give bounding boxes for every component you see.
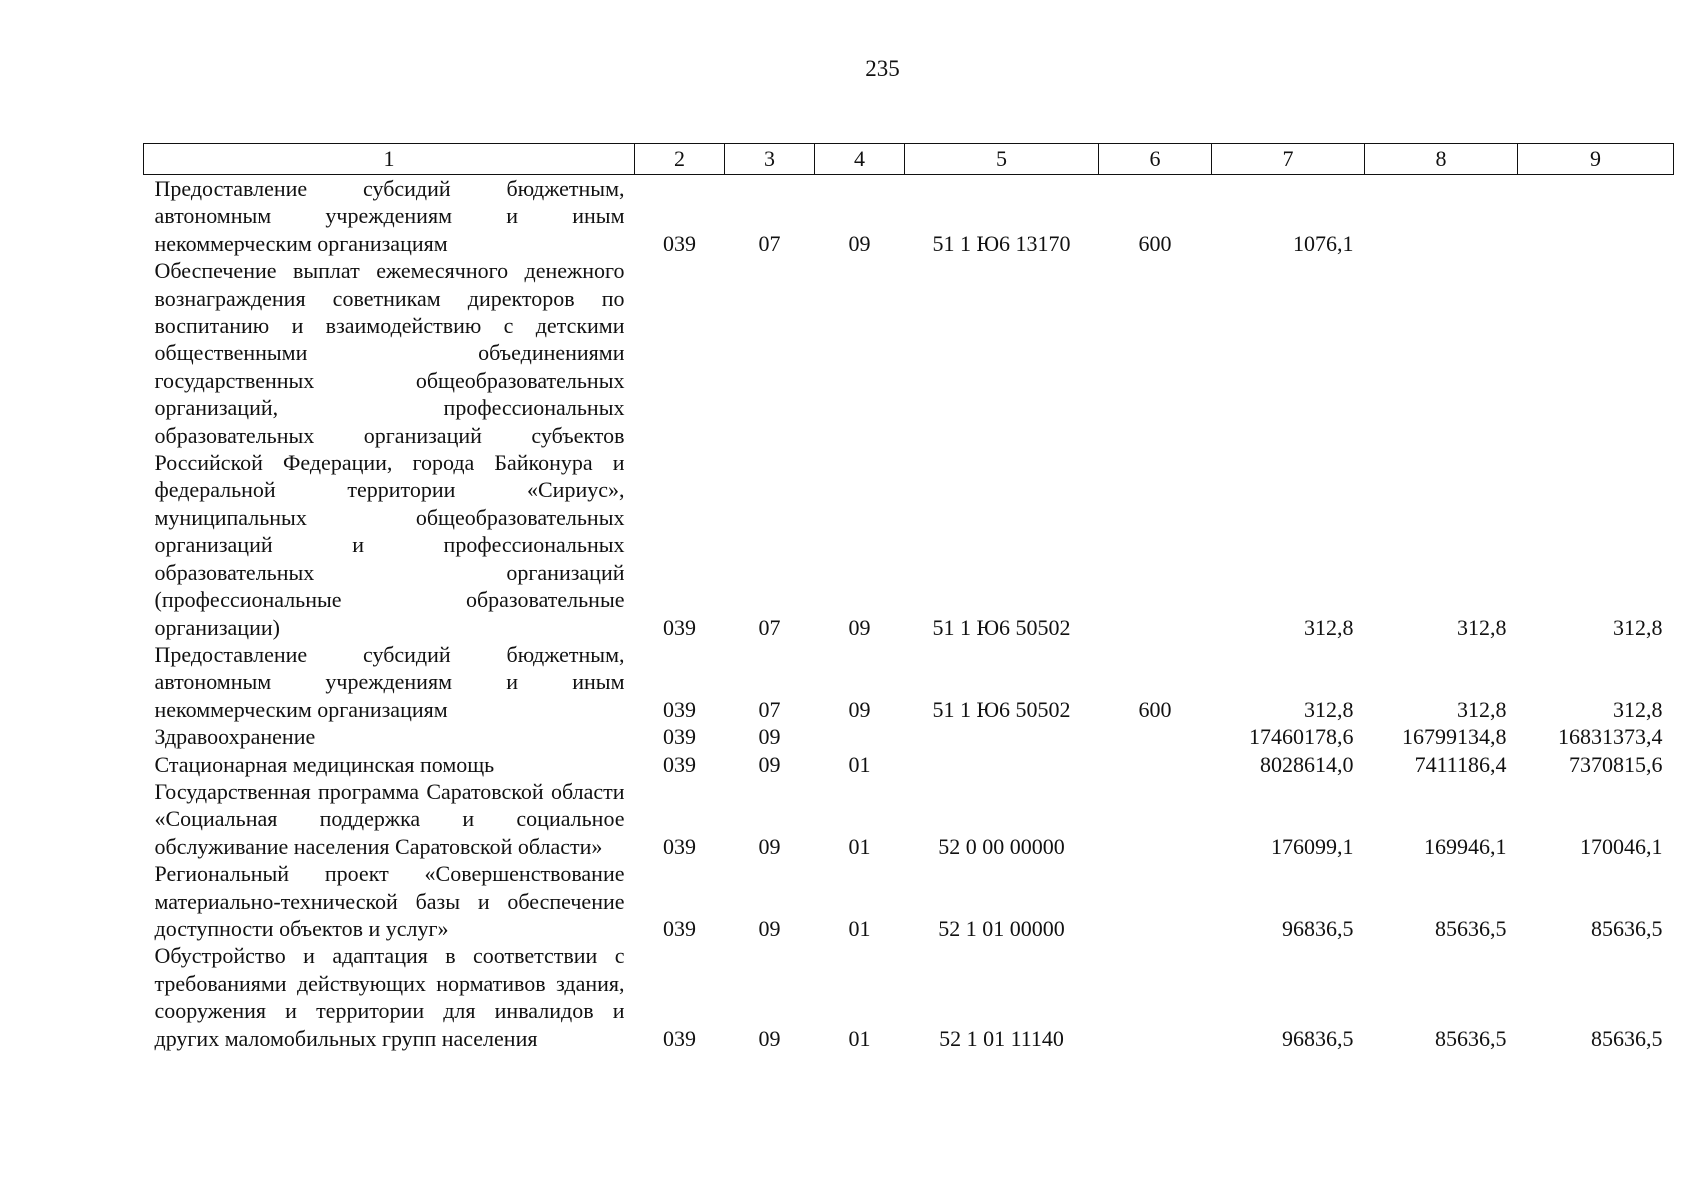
row-target-article: 51 1 Ю6 13170	[932, 230, 1071, 256]
row-name: Предоставление субсидий бюджетным, автономным учреждениям и иным некоммерческим организациям	[154, 641, 625, 722]
row-expense-type	[1099, 860, 1212, 942]
row-subsection-code	[815, 723, 905, 750]
row-target-article: 52 1 01 11140	[939, 1025, 1064, 1051]
column-header-3: 3	[725, 144, 815, 175]
row-amount-9: 85636,5	[1591, 915, 1663, 941]
row-ministry-code: 039	[663, 614, 696, 640]
row-expense-type	[1099, 942, 1212, 1052]
row-name: Обеспечение выплат ежемесячного денежного вознаграждения советникам директоров по воспитанию и взаимодействию с детскими общественными объединениями государственных общеобразовательных организаций, профессиональных образовательных организаций субъектов Российской Федерации, города Байконура и федеральной территории «Сириус», муниципальных общеобразовательных организаций и профессиональных образовательных организаций (профессиональные образовательные организации)	[154, 258, 625, 640]
row-expense-type	[1099, 751, 1212, 778]
row-amount-8	[1365, 175, 1518, 258]
row-target-article: 52 1 01 00000	[938, 915, 1065, 941]
row-amount-7: 176099,1	[1271, 833, 1354, 859]
budget-table	[143, 143, 1674, 1052]
row-subsection-code: 01	[848, 1025, 871, 1051]
row-ministry-code: 039	[663, 230, 696, 256]
row-section-code: 09	[758, 724, 781, 750]
row-amount-9: 16831373,4	[1558, 724, 1663, 750]
row-subsection-code: 01	[848, 915, 871, 941]
table-header-row	[144, 144, 1674, 175]
row-amount-9: 312,8	[1613, 614, 1663, 640]
table-row	[144, 860, 1674, 942]
row-amount-8: 85636,5	[1435, 1025, 1507, 1051]
row-expense-type	[1099, 257, 1212, 641]
row-expense-type	[1099, 778, 1212, 860]
row-amount-7: 96836,5	[1282, 915, 1354, 941]
row-amount-8: 169946,1	[1424, 833, 1507, 859]
row-amount-9: 312,8	[1613, 696, 1663, 722]
page-number: 235	[865, 56, 900, 81]
row-subsection-code: 09	[848, 614, 871, 640]
row-section-code: 07	[758, 696, 781, 722]
row-name: Государственная программа Саратовской области «Социальная поддержка и социальное обслуживание населения Саратовской области»	[154, 778, 625, 859]
row-section-code: 07	[758, 230, 781, 256]
row-section-code: 09	[758, 833, 781, 859]
table-row	[144, 942, 1674, 1052]
row-amount-8: 85636,5	[1435, 915, 1507, 941]
row-name: Региональный проект «Совершенствование материально-технической базы и обеспечение доступности объектов и услуг»	[154, 861, 625, 941]
row-target-article: 52 0 00 00000	[938, 833, 1065, 859]
row-amount-7: 312,8	[1304, 696, 1354, 722]
row-name: Здравоохранение	[154, 724, 316, 750]
row-name: Стационарная медицинская помощь	[154, 751, 495, 777]
row-name: Предоставление субсидий бюджетным, автономным учреждениям и иным некоммерческим организациям	[154, 176, 625, 256]
column-header-6: 6	[1099, 144, 1212, 175]
row-name: Обустройство и адаптация в соответствии с требованиями действующих нормативов здания, сооружения и территории для инвалидов и других маломобильных групп населения	[154, 943, 625, 1051]
column-header-9: 9	[1518, 144, 1674, 175]
row-target-article	[905, 751, 1099, 778]
row-amount-7: 8028614,0	[1260, 751, 1354, 777]
row-section-code: 09	[758, 751, 781, 777]
row-amount-7: 312,8	[1304, 614, 1354, 640]
table-row	[144, 641, 1674, 723]
row-section-code: 09	[758, 915, 781, 941]
row-amount-8: 7411186,4	[1414, 751, 1507, 777]
row-target-article	[905, 723, 1099, 750]
row-amount-8: 312,8	[1457, 614, 1507, 640]
row-amount-9	[1518, 175, 1674, 258]
row-ministry-code: 039	[663, 724, 696, 750]
row-ministry-code: 039	[663, 1025, 696, 1051]
row-subsection-code: 01	[848, 751, 871, 777]
row-amount-7: 1076,1	[1293, 230, 1354, 256]
row-amount-9: 85636,5	[1591, 1025, 1663, 1051]
row-subsection-code: 01	[848, 833, 871, 859]
table-row	[144, 175, 1674, 258]
row-amount-7: 96836,5	[1282, 1025, 1354, 1051]
column-header-7: 7	[1212, 144, 1365, 175]
table-row	[144, 723, 1674, 750]
row-target-article: 51 1 Ю6 50502	[932, 696, 1071, 722]
row-expense-type: 600	[1138, 230, 1172, 256]
row-ministry-code: 039	[663, 751, 696, 777]
table-row	[144, 751, 1674, 778]
table-row	[144, 778, 1674, 860]
row-expense-type	[1099, 723, 1212, 750]
row-amount-9: 170046,1	[1580, 833, 1663, 859]
column-header-4: 4	[815, 144, 905, 175]
row-subsection-code: 09	[848, 696, 871, 722]
row-section-code: 07	[758, 614, 781, 640]
row-target-article: 51 1 Ю6 50502	[932, 614, 1071, 640]
row-amount-7: 17460178,6	[1249, 724, 1354, 750]
row-ministry-code: 039	[663, 696, 696, 722]
row-amount-8: 16799134,8	[1402, 724, 1507, 750]
row-ministry-code: 039	[663, 833, 696, 859]
table-row	[144, 257, 1674, 641]
column-header-8: 8	[1365, 144, 1518, 175]
row-amount-8: 312,8	[1457, 696, 1507, 722]
row-expense-type: 600	[1138, 696, 1172, 722]
column-header-5: 5	[905, 144, 1099, 175]
column-header-1: 1	[144, 144, 635, 175]
row-subsection-code: 09	[848, 230, 871, 256]
row-amount-9: 7370815,6	[1569, 751, 1663, 777]
column-header-2: 2	[635, 144, 725, 175]
row-ministry-code: 039	[663, 915, 696, 941]
row-section-code: 09	[758, 1025, 781, 1051]
